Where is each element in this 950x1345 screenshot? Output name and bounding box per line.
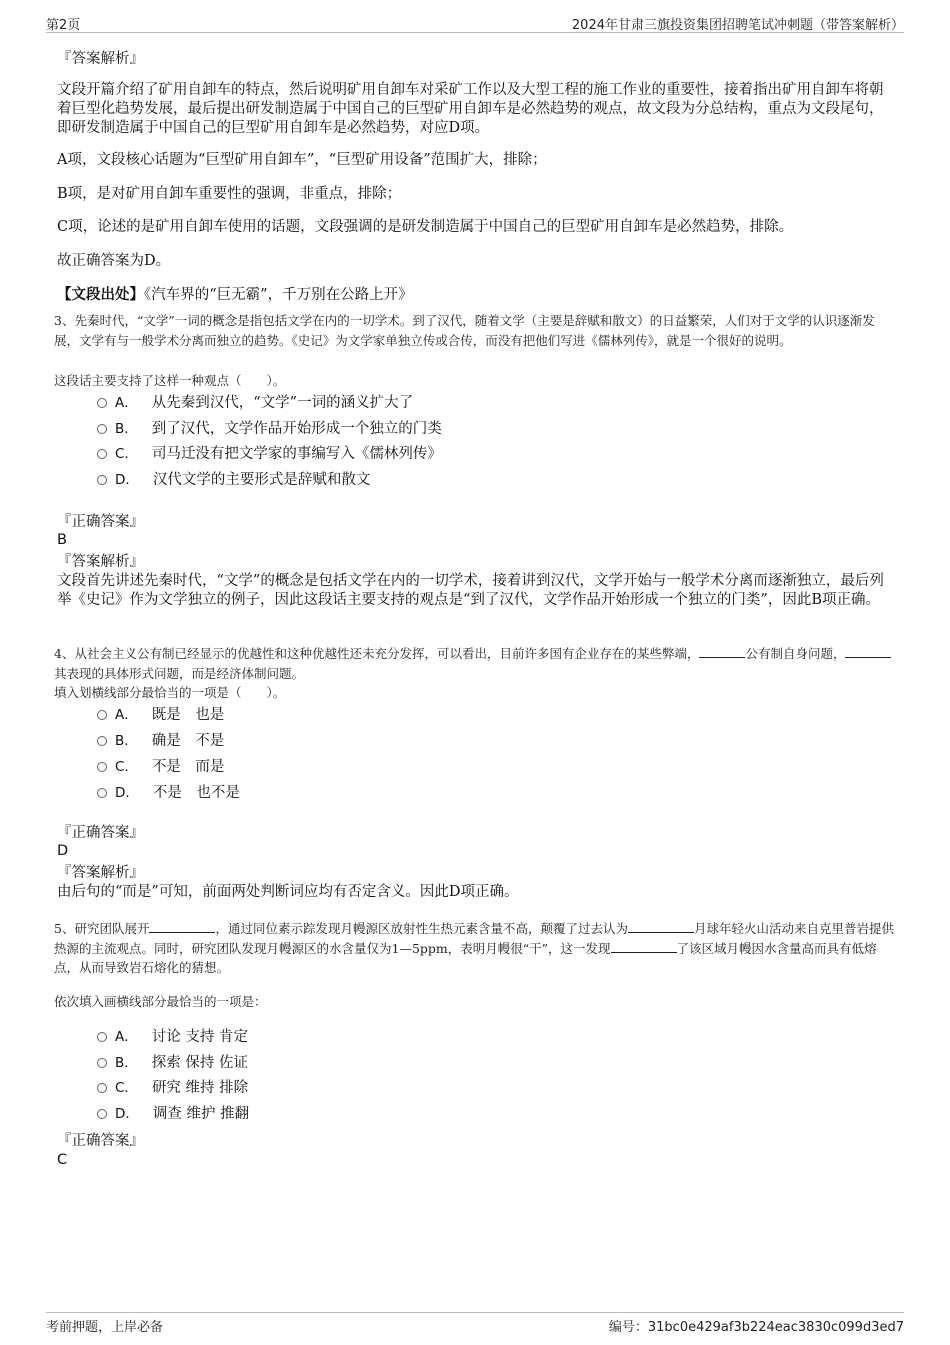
q4-option-a[interactable]: A． 既是 也是 bbox=[97, 705, 224, 725]
fill-blank bbox=[845, 645, 891, 658]
radio-icon[interactable] bbox=[97, 1109, 107, 1119]
q5-option-a[interactable]: A． 讨论 支持 肯定 bbox=[97, 1027, 248, 1047]
q4-option-b[interactable]: B． 确是 不是 bbox=[97, 731, 224, 751]
q5-option-c[interactable]: C． 研究 维持 排除 bbox=[97, 1078, 248, 1098]
q4-answer: D bbox=[57, 843, 69, 859]
q2-analysis-text: 文段开篇介绍了矿用自卸车的特点，然后说明矿用自卸车对采矿工作以及大型工程的施工作业的重要性，接着指出矿用自卸车将朝着巨型化趋势发展，最后提出研发制造属于中国自己的巨型矿用自卸车是必然趋势的观点，故文段为分总结构，重点为文段尾句，即研发制造属于中国自己的巨型矿用自卸车是必然趋势，对应D项。 bbox=[57, 82, 884, 136]
q3-prompt: 这段话主要支持了这样一种观点（ ）。 bbox=[54, 373, 286, 388]
q3-stem: 3、先秦时代，“文学”一词的概念是指包括文学在内的一切学术。到了汉代，随着文学（主要是辞赋和散文）的日益繁荣，人们对于文学的认识逐渐发展，文学有与一般学术分离而独立的趋势。《史记》为文学家单独立传或合传，而没有把他们写进《儒林列传》，就是一个很好的说明。 bbox=[54, 313, 875, 348]
q5-stem: 5、研究团队展开 ，通过同位素示踪发现月幔源区放射性生热元素含量不高，颠覆了过去认为 月球年轻火山活动来自克里普岩提供热源的主流观点。同时，研究团队发现月幔源区的水含量仅为1—5ppm，表明月幔很“干”，这一发现 了该区域月幔因水含量高而具有低熔点，从而导致岩石熔化的猜想。 bbox=[54, 921, 894, 975]
q5-option-d[interactable]: D． 调查 维护 推翻 bbox=[97, 1104, 249, 1124]
radio-icon[interactable] bbox=[97, 1083, 107, 1093]
radio-icon[interactable] bbox=[97, 762, 107, 772]
radio-icon[interactable] bbox=[97, 788, 107, 798]
radio-icon[interactable] bbox=[97, 424, 107, 434]
q5-answer-label: 『正确答案』 bbox=[57, 1133, 144, 1149]
page-number: 第2页 bbox=[46, 18, 81, 33]
page-footer bbox=[46, 1312, 904, 1335]
q3-analysis-text: 文段首先讲述先秦时代，“文学”的概念是包括文学在内的一切学术，接着讲到汉代，文学开始与一般学术分离而逐渐独立，最后列举《史记》作为文学独立的例子，因此这段话主要支持的观点是“到了汉代，文学作品开始形成一个独立的门类”，因此B项正确。 bbox=[57, 573, 884, 608]
q4-analysis-text: 由后句的“而是”可知，前面两处判断词应均有否定含义。因此D项正确。 bbox=[57, 884, 519, 900]
document-title: 2024年甘肃三旗投资集团招聘笔试冲刺题（带答案解析） bbox=[571, 18, 904, 33]
radio-icon[interactable] bbox=[97, 398, 107, 408]
footer-serial: 编号：31bc0e429af3b224eac3830c099d3ed7 bbox=[608, 1320, 904, 1335]
q4-option-d[interactable]: D． 不是 也不是 bbox=[97, 783, 240, 803]
radio-icon[interactable] bbox=[97, 1032, 107, 1042]
q4-answer-label: 『正确答案』 bbox=[57, 825, 144, 841]
q4-analysis-label: 『答案解析』 bbox=[57, 865, 144, 881]
q2-point-b: B项，是对矿用自卸车重要性的强调，非重点，排除； bbox=[57, 186, 402, 202]
fill-blank bbox=[628, 920, 694, 933]
q2-point-a: A项，文段核心话题为“巨型矿用自卸车”，“巨型矿用设备”范围扩大，排除； bbox=[57, 152, 547, 168]
radio-icon[interactable] bbox=[97, 1058, 107, 1068]
q2-source bbox=[57, 285, 893, 305]
q2-point-c: C项，论述的是矿用自卸车使用的话题，文段强调的是研发制造属于中国自己的巨型矿用自卸车是必然趋势，排除。 bbox=[57, 219, 794, 235]
q4-prompt: 填入划横线部分最恰当的一项是（ ）。 bbox=[54, 685, 286, 700]
q2-source-text: 《汽车界的“巨无霸”，千万别在公路上开》 bbox=[144, 287, 413, 303]
q3-answer-label: 『正确答案』 bbox=[57, 514, 144, 530]
q5-prompt: 依次填入画横线部分最恰当的一项是： bbox=[54, 994, 267, 1009]
page-header bbox=[46, 14, 904, 33]
q5-option-b[interactable]: B． 探索 保持 佐证 bbox=[97, 1053, 248, 1073]
q4-option-c[interactable]: C． 不是 而是 bbox=[97, 757, 224, 777]
q3-analysis-label: 『答案解析』 bbox=[57, 554, 144, 570]
q3-option-c[interactable]: C． 司马迁没有把文学家的事编写入《儒林列传》 bbox=[97, 444, 442, 464]
q3-option-d[interactable]: D． 汉代文学的主要形式是辞赋和散文 bbox=[97, 470, 370, 490]
q2-conclusion: 故正确答案为D。 bbox=[57, 253, 171, 269]
q3-option-a[interactable]: A． 从先秦到汉代，“文学”一词的涵义扩大了 bbox=[97, 393, 413, 413]
radio-icon[interactable] bbox=[97, 449, 107, 459]
fill-blank bbox=[699, 645, 745, 658]
footer-slogan: 考前押题，上岸必备 bbox=[46, 1320, 164, 1335]
q2-source-label: 【文段出处】 bbox=[57, 286, 144, 303]
fill-blank bbox=[611, 940, 677, 953]
q3-answer: B bbox=[57, 532, 67, 548]
radio-icon[interactable] bbox=[97, 475, 107, 485]
radio-icon[interactable] bbox=[97, 736, 107, 746]
q5-answer: C bbox=[57, 1152, 68, 1168]
radio-icon[interactable] bbox=[97, 710, 107, 720]
fill-blank bbox=[149, 920, 215, 933]
q4-stem: 4、从社会主义公有制已经显示的优越性和这种优越性还未充分发挥，可以看出，目前许多国有企业存在的某些弊端， 公有制自身问题，其表现的具体形式问题，而是经济体制问题。 bbox=[54, 644, 894, 683]
q3-option-b[interactable]: B． 到了汉代，文学作品开始形成一个独立的门类 bbox=[97, 419, 442, 439]
q2-analysis-label: 『答案解析』 bbox=[57, 51, 144, 67]
